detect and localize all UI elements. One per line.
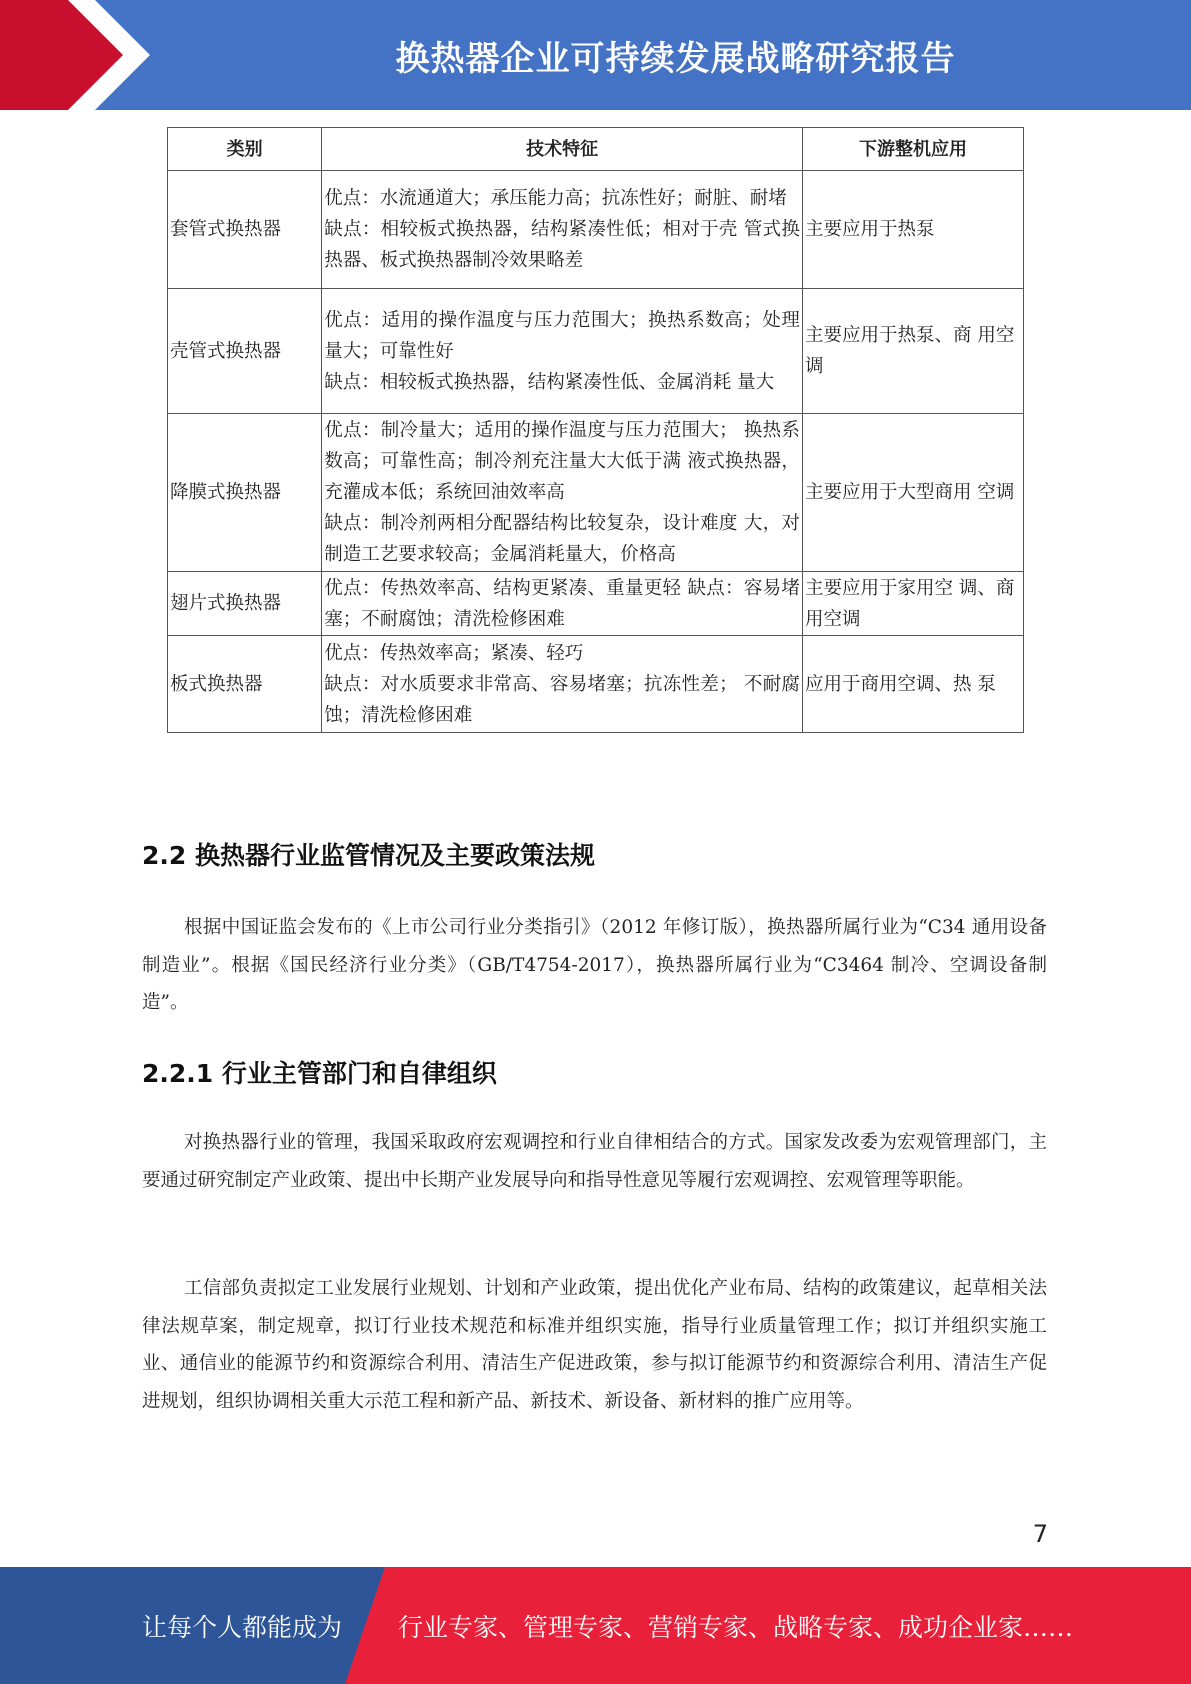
footer-roles: 行业专家、管理专家、营销专家、战略专家、成功企业家…… [398, 1612, 1074, 1642]
row-type: 降膜式换热器 [168, 414, 322, 572]
row-application: 主要应用于热泵、商 用空调 [802, 289, 1023, 414]
feature-line: 优点：水流通道大；承压能力高；抗冻性好；耐脏、耐堵 [324, 188, 787, 209]
row-type: 壳管式换热器 [168, 289, 322, 414]
row-application: 主要应用于热泵 [802, 171, 1023, 289]
feature-line: 缺点：相较板式换热器，结构紧凑性低、金属消耗 量大 [324, 371, 775, 393]
row-features [322, 414, 803, 572]
table-header-row [168, 128, 1024, 171]
footer-slogan: 让每个人都能成为 [142, 1612, 343, 1642]
page-footer [0, 1567, 1191, 1684]
section-2-2-1-paragraph-1: 对换热器行业的管理，我国采取政府宏观调控和行业自律相结合的方式。国家发改委为宏观管理部门，主要通过研究制定产业政策、提出中长期产业发展导向和指导性意见等履行宏观调控、宏观管理等职能。 [142, 1132, 1047, 1191]
section-heading-2-2-1: 2.2.1 行业主管部门和自律组织 [142, 1059, 497, 1088]
header-arrow-decoration [0, 0, 160, 110]
column-header-features: 技术特征 [322, 128, 803, 171]
feature-line: 优点：制冷量大；适用的操作温度与压力范围大； 换热系数高；可靠性高；制冷剂充注量大大低于满 液式换热器，充灌成本低；系统回油效率高 [324, 420, 800, 503]
table-row [168, 171, 1024, 289]
table-row [168, 572, 1024, 636]
section-2-2-1-paragraph-2: 工信部负责拟定工业发展行业规划、计划和产业政策，提出优化产业布局、结构的政策建议，起草相关法律法规草案，制定规章，拟订行业技术规范和标准并组织实施，指导行业质量管理工作；拟订并组织实施工业、通信业的能源节约和资源综合利用、清洁生产促进政策，参与拟订能源节约和资源综合利用、清洁生产促进规划，组织协调相关重大示范工程和新产品、新技术、新设备、新材料的推广应用等。 [142, 1278, 1047, 1412]
row-features [322, 572, 803, 636]
row-features [322, 171, 803, 289]
row-application: 主要应用于大型商用 空调 [802, 414, 1023, 572]
feature-line: 缺点：对水质要求非常高、容易堵塞；抗冻性差； 不耐腐蚀；清洗检修困难 [324, 673, 800, 726]
row-features [322, 636, 803, 733]
table-row [168, 289, 1024, 414]
page-header [0, 0, 1191, 110]
table-row [168, 414, 1024, 572]
section-2-2-paragraph: 根据中国证监会发布的《上市公司行业分类指引》（2012 年修订版），换热器所属行业为“C34 通用设备制造业”。根据《国民经济行业分类》（GB/T4754-2017），换热器所属行业为“C3464 制冷、空调设备制造”。 [142, 917, 1047, 1013]
report-title: 换热器企业可持续发展战略研究报告 [395, 38, 956, 79]
feature-line: 优点：传热效率高、结构更紧凑、重量更轻 缺点：容易堵塞；不耐腐蚀；清洗检修困难 [324, 577, 800, 630]
feature-line: 缺点：相较板式换热器，结构紧凑性低；相对于壳 管式换热器、板式换热器制冷效果略差 [324, 219, 800, 271]
column-header-application: 下游整机应用 [802, 128, 1023, 171]
row-type: 翅片式换热器 [168, 572, 322, 636]
feature-line: 缺点：制冷剂两相分配器结构比较复杂，设计难度 大，对制造工艺要求较高；金属消耗量大，价格高 [324, 513, 800, 565]
heat-exchanger-table [167, 127, 1024, 733]
section-heading-2-2: 2.2 换热器行业监管情况及主要政策法规 [142, 841, 595, 870]
page-number: 7 [1032, 1520, 1048, 1548]
table-row [168, 636, 1024, 733]
feature-line: 优点：适用的操作温度与压力范围大；换热系数高；处理量大；可靠性好 [324, 309, 800, 362]
row-type: 板式换热器 [168, 636, 322, 733]
column-header-type: 类别 [168, 128, 322, 171]
row-application: 应用于商用空调、热 泵 [802, 636, 1023, 733]
row-features [322, 289, 803, 414]
row-type: 套管式换热器 [168, 171, 322, 289]
feature-line: 优点：传热效率高；紧凑、轻巧 [324, 642, 584, 664]
row-application: 主要应用于家用空 调、商用空调 [802, 572, 1023, 636]
